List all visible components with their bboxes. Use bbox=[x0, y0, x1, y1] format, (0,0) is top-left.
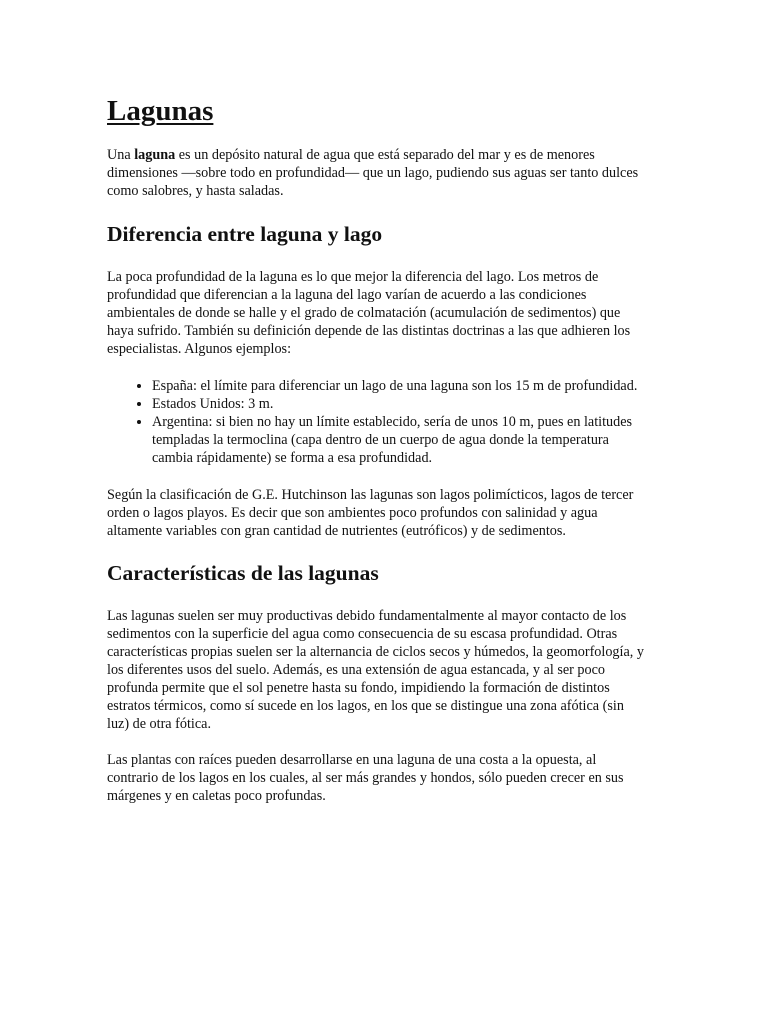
document-page bbox=[107, 92, 647, 805]
section-heading-caracteristicas: Características de las lagunas bbox=[107, 561, 379, 585]
list-item: • Estados Unidos: 3 m. bbox=[152, 395, 647, 413]
diferencia-paragraph: La poca profundidad de la laguna es lo que mejor la diferencia del lago. Los metros de profundidad que diferencian a la laguna del lago varían de acuerdo a las condiciones ambientales de donde se halle y el grado de colmatación (acumulación de sedimentos) que haya sufrido. También su definición depende de las distintas doctrinas a las que adhieren los especialistas. Algunos ejemplos: bbox=[107, 269, 631, 357]
hutchinson-paragraph: Según la clasificación de G.E. Hutchinson las lagunas son lagos polimícticos, lagos de tercer orden o lagos playos. Es decir que son ambientes poco profundos con salinidad y agua altamente variables con gran cantidad de nutrientes (eutróficos) y de sedimentos. bbox=[107, 487, 634, 539]
examples-list bbox=[107, 377, 647, 467]
caracteristicas-paragraph-2: Las plantas con raíces pueden desarrollarse en una laguna de una costa a la opuesta, al contrario de los lagos en los cuales, al ser más grandes y hondos, sólo pueden crecer en sus márgenes y en caletas poco profundas. bbox=[107, 752, 624, 804]
intro-term-bold: laguna bbox=[134, 147, 176, 163]
section-heading-diferencia: Diferencia entre laguna y lago bbox=[107, 222, 383, 246]
page-title: Lagunas bbox=[107, 95, 214, 127]
intro-paragraph bbox=[107, 146, 647, 200]
caracteristicas-paragraph-1: Las lagunas suelen ser muy productivas debido fundamentalmente al mayor contacto de los sedimentos con la superficie del agua como consecuencia de su escasa profundidad. Otras características propias suelen ser la alternancia de ciclos secos y húmedos, la geomorfología, y los diferentes usos del suelo. Además, es una extensión de agua estancada, y al ser poco profunda permite que el sol penetre hasta su fondo, impidiendo la formación de distintos estratos térmicos, como sí sucede en los lagos, en los que se distingue una zona afótica (sin luz) de otra fótica. bbox=[107, 608, 644, 732]
intro-text-start: Una bbox=[107, 147, 135, 163]
list-item: • Argentina: si bien no hay un límite establecido, sería de unos 10 m, pues en latitudes templadas la termoclina (capa dentro de un cuerpo de agua donde la temperatura cambia rápidamente) se forma a esa profundidad. bbox=[152, 413, 647, 467]
intro-text-end: es un depósito natural de agua que está separado del mar y es de menores dimensiones —sobre todo en profundidad— que un lago, pudiendo sus aguas ser tanto dulces como salobres, y hasta saladas. bbox=[107, 147, 639, 199]
list-item: • España: el límite para diferenciar un lago de una laguna son los 15 m de profundidad. bbox=[152, 377, 647, 395]
